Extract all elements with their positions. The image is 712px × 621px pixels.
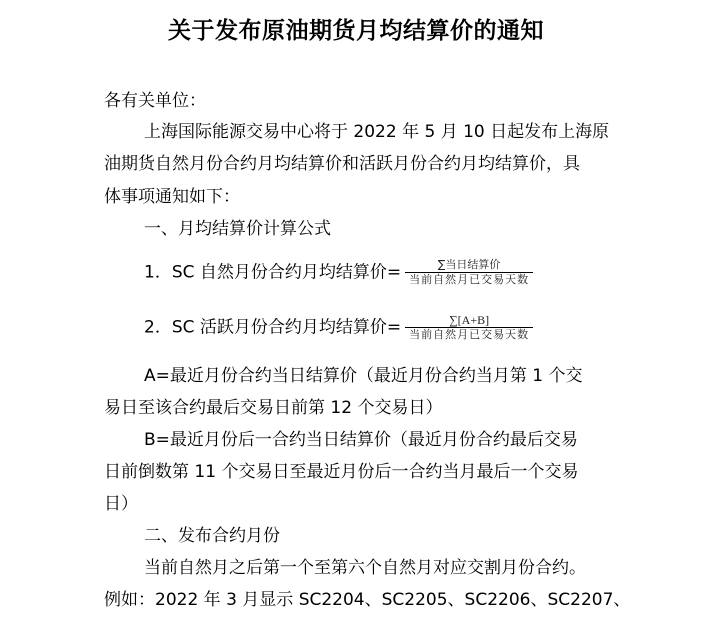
section-2-line-2: 例如：2022 年 3 月显示 SC2204、SC2205、SC2206、SC2207、 [104,590,631,610]
formula-1 [144,258,533,287]
section-1-heading: 一、月均结算价计算公式 [144,219,331,239]
formula-2-fraction [405,313,533,342]
intro-line-3: 体事项通知如下： [104,187,240,207]
formula-2 [144,313,533,342]
formula-1-label: 1．SC 自然月份合约月均结算价= [144,262,402,283]
salutation: 各有关单位： [104,91,206,111]
formula-1-denominator: 当前自然月已交易天数 [409,273,530,286]
definition-b-line-1: B=最近月份后一合约当日结算价（最近月份合约最后交易 [144,430,578,450]
formula-2-numerator: ∑[A+B] [449,313,490,327]
formula-2-denominator: 当前自然月已交易天数 [409,328,530,341]
document-title: 关于发布原油期货月均结算价的通知 [168,18,544,44]
intro-line-2: 油期货自然月份合约月均结算价和活跃月份合约月均结算价，具 [104,154,580,174]
definition-a-line-2: 易日至该合约最后交易日前第 12 个交易日） [104,398,443,418]
formula-1-numerator: ∑当日结算价 [437,258,501,271]
section-2-line-1: 当前自然月之后第一个至第六个自然月对应交割月份合约。 [144,558,586,578]
definition-a-line-1: A=最近月份合约当日结算价（最近月份合约当月第 1 个交 [144,366,583,386]
formula-1-fraction [405,258,533,287]
section-2-heading: 二、发布合约月份 [144,526,280,546]
formula-2-label: 2．SC 活跃月份合约月均结算价= [144,317,402,338]
definition-b-line-2: 日前倒数第 11 个交易日至最近月份后一合约当月最后一个交易 [104,462,579,482]
intro-line-1: 上海国际能源交易中心将于 2022 年 5 月 10 日起发布上海原 [144,122,610,142]
definition-b-line-3: 日） [104,494,138,514]
